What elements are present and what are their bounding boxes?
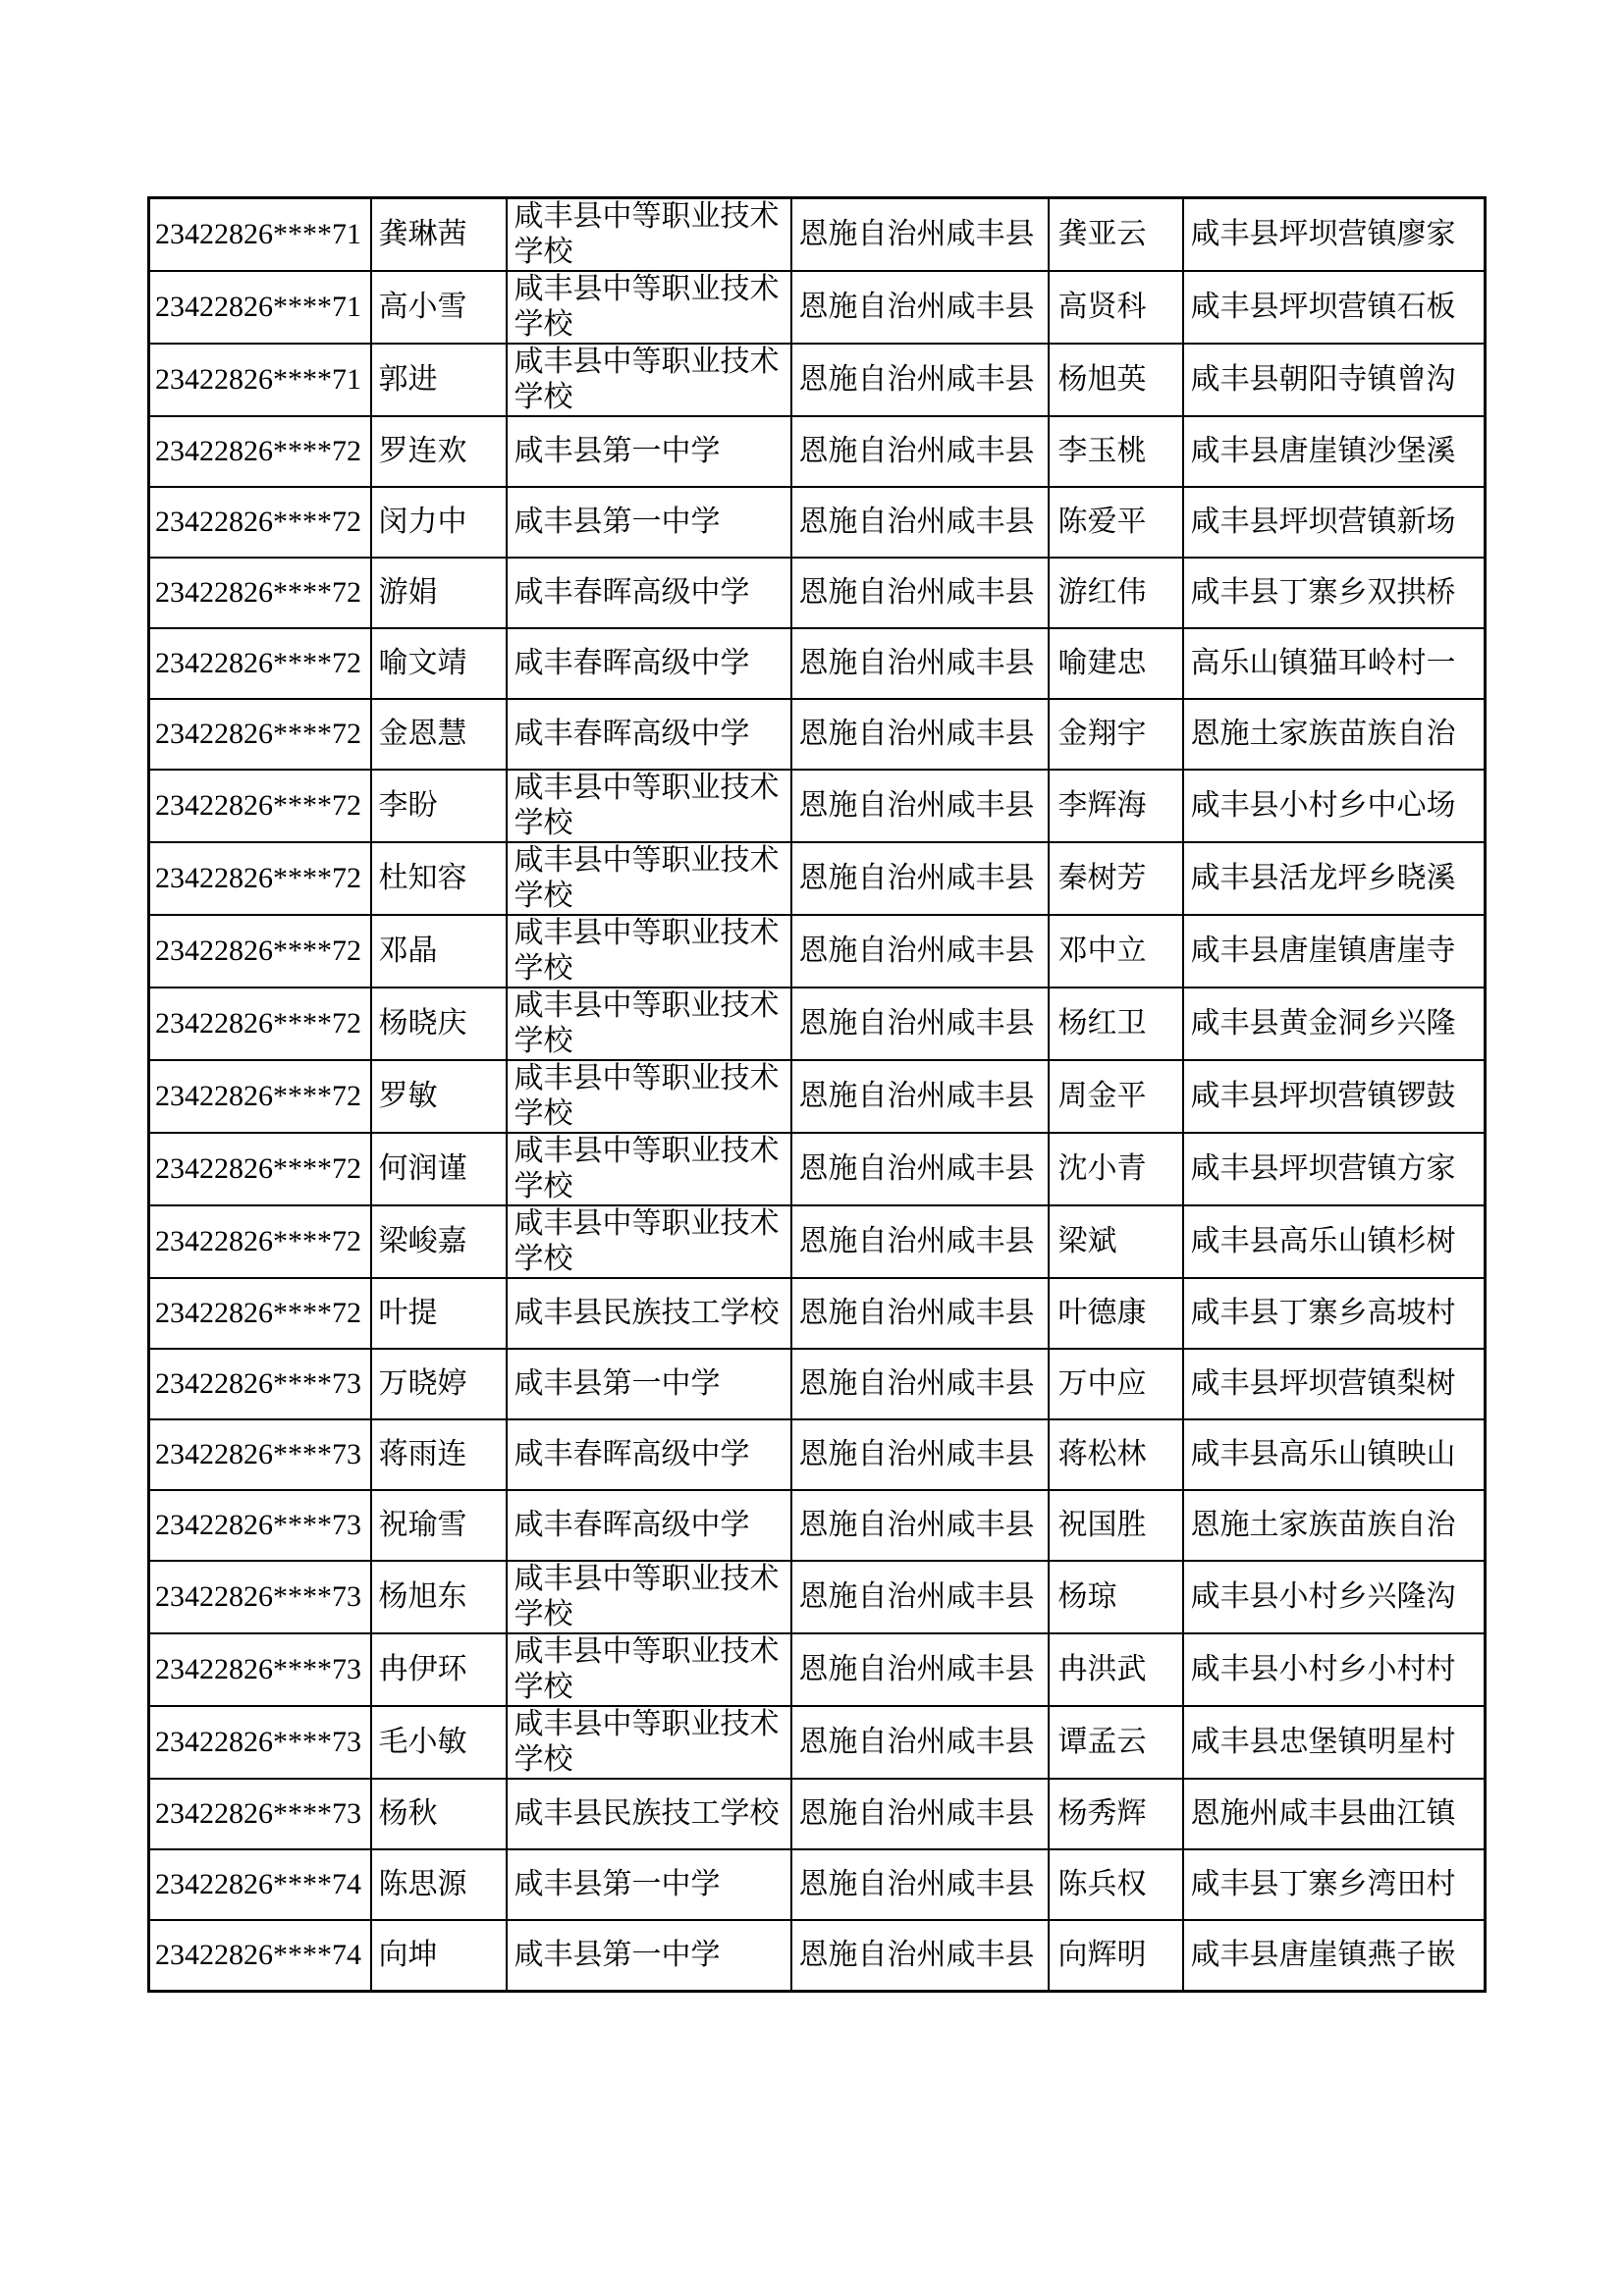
address-cell: 咸丰县坪坝营镇新场 — [1183, 487, 1486, 558]
region-cell: 恩施自治州咸丰县 — [791, 271, 1049, 344]
school-cell: 咸丰县中等职业技术学校 — [507, 842, 791, 915]
roster-table-body — [149, 198, 1486, 1992]
student-id-cell: 23422826****72 — [149, 416, 371, 487]
student-name-cell: 郭进 — [371, 344, 507, 416]
student-id-cell: 23422826****72 — [149, 628, 371, 699]
table-row — [149, 416, 1486, 487]
school-cell: 咸丰县民族技工学校 — [507, 1779, 791, 1849]
student-id-cell: 23422826****72 — [149, 842, 371, 915]
table-row — [149, 988, 1486, 1060]
student-name-cell: 梁峻嘉 — [371, 1205, 507, 1278]
address-cell: 咸丰县唐崖镇燕子嵌 — [1183, 1920, 1486, 1991]
address-cell: 高乐山镇猫耳岭村一 — [1183, 628, 1486, 699]
student-id-cell: 23422826****73 — [149, 1349, 371, 1419]
region-cell: 恩施自治州咸丰县 — [791, 416, 1049, 487]
student-name-cell: 杨晓庆 — [371, 988, 507, 1060]
guardian-name-cell: 陈兵权 — [1049, 1849, 1183, 1920]
region-cell: 恩施自治州咸丰县 — [791, 558, 1049, 628]
student-id-cell: 23422826****71 — [149, 344, 371, 416]
student-name-cell: 李盼 — [371, 770, 507, 842]
guardian-name-cell: 秦树芳 — [1049, 842, 1183, 915]
region-cell: 恩施自治州咸丰县 — [791, 699, 1049, 770]
region-cell: 恩施自治州咸丰县 — [791, 1278, 1049, 1349]
school-cell: 咸丰县第一中学 — [507, 1849, 791, 1920]
table-row — [149, 1779, 1486, 1849]
guardian-name-cell: 杨红卫 — [1049, 988, 1183, 1060]
region-cell: 恩施自治州咸丰县 — [791, 628, 1049, 699]
school-cell: 咸丰县第一中学 — [507, 416, 791, 487]
school-cell: 咸丰县中等职业技术学校 — [507, 1633, 791, 1706]
school-cell: 咸丰县中等职业技术学校 — [507, 1205, 791, 1278]
student-name-cell: 龚琳茜 — [371, 198, 507, 272]
address-cell: 咸丰县唐崖镇唐崖寺 — [1183, 915, 1486, 988]
student-id-cell: 23422826****74 — [149, 1849, 371, 1920]
school-cell: 咸丰县中等职业技术学校 — [507, 271, 791, 344]
region-cell: 恩施自治州咸丰县 — [791, 1349, 1049, 1419]
student-id-cell: 23422826****72 — [149, 770, 371, 842]
table-row — [149, 770, 1486, 842]
address-cell: 咸丰县高乐山镇映山 — [1183, 1419, 1486, 1490]
guardian-name-cell: 沈小青 — [1049, 1133, 1183, 1205]
guardian-name-cell: 杨旭英 — [1049, 344, 1183, 416]
table-row — [149, 487, 1486, 558]
guardian-name-cell: 李玉桃 — [1049, 416, 1183, 487]
address-cell: 咸丰县坪坝营镇石板 — [1183, 271, 1486, 344]
student-id-cell: 23422826****72 — [149, 1060, 371, 1133]
region-cell: 恩施自治州咸丰县 — [791, 915, 1049, 988]
table-row — [149, 628, 1486, 699]
student-id-cell: 23422826****71 — [149, 271, 371, 344]
school-cell: 咸丰春晖高级中学 — [507, 628, 791, 699]
address-cell: 咸丰县丁寨乡高坡村 — [1183, 1278, 1486, 1349]
guardian-name-cell: 祝国胜 — [1049, 1490, 1183, 1561]
student-name-cell: 何润谨 — [371, 1133, 507, 1205]
region-cell: 恩施自治州咸丰县 — [791, 1706, 1049, 1779]
student-name-cell: 陈思源 — [371, 1849, 507, 1920]
school-cell: 咸丰春晖高级中学 — [507, 699, 791, 770]
student-name-cell: 邓晶 — [371, 915, 507, 988]
student-name-cell: 万晓婷 — [371, 1349, 507, 1419]
address-cell: 咸丰县小村乡小村村 — [1183, 1633, 1486, 1706]
student-name-cell: 罗敏 — [371, 1060, 507, 1133]
guardian-name-cell: 梁斌 — [1049, 1205, 1183, 1278]
school-cell: 咸丰县中等职业技术学校 — [507, 1133, 791, 1205]
table-row — [149, 271, 1486, 344]
school-cell: 咸丰春晖高级中学 — [507, 1490, 791, 1561]
region-cell: 恩施自治州咸丰县 — [791, 1419, 1049, 1490]
table-row — [149, 1490, 1486, 1561]
table-row — [149, 915, 1486, 988]
student-name-cell: 冉伊环 — [371, 1633, 507, 1706]
guardian-name-cell: 游红伟 — [1049, 558, 1183, 628]
roster-table — [147, 196, 1487, 1993]
address-cell: 咸丰县活龙坪乡晓溪 — [1183, 842, 1486, 915]
student-name-cell: 蒋雨连 — [371, 1419, 507, 1490]
school-cell: 咸丰县中等职业技术学校 — [507, 1706, 791, 1779]
student-id-cell: 23422826****73 — [149, 1490, 371, 1561]
address-cell: 恩施土家族苗族自治 — [1183, 699, 1486, 770]
school-cell: 咸丰县中等职业技术学校 — [507, 1060, 791, 1133]
guardian-name-cell: 谭孟云 — [1049, 1706, 1183, 1779]
student-id-cell: 23422826****72 — [149, 1205, 371, 1278]
region-cell: 恩施自治州咸丰县 — [791, 344, 1049, 416]
table-row — [149, 1133, 1486, 1205]
student-name-cell: 金恩慧 — [371, 699, 507, 770]
address-cell: 咸丰县坪坝营镇廖家 — [1183, 198, 1486, 272]
student-name-cell: 杨旭东 — [371, 1561, 507, 1633]
table-row — [149, 1278, 1486, 1349]
table-row — [149, 558, 1486, 628]
table-row — [149, 1561, 1486, 1633]
region-cell: 恩施自治州咸丰县 — [791, 770, 1049, 842]
guardian-name-cell: 喻建忠 — [1049, 628, 1183, 699]
region-cell: 恩施自治州咸丰县 — [791, 988, 1049, 1060]
student-name-cell: 杜知容 — [371, 842, 507, 915]
table-row — [149, 1706, 1486, 1779]
table-row — [149, 1920, 1486, 1991]
school-cell: 咸丰县第一中学 — [507, 1349, 791, 1419]
school-cell: 咸丰县第一中学 — [507, 1920, 791, 1991]
address-cell: 咸丰县坪坝营镇方家 — [1183, 1133, 1486, 1205]
guardian-name-cell: 龚亚云 — [1049, 198, 1183, 272]
region-cell: 恩施自治州咸丰县 — [791, 1490, 1049, 1561]
region-cell: 恩施自治州咸丰县 — [791, 1205, 1049, 1278]
guardian-name-cell: 杨秀辉 — [1049, 1779, 1183, 1849]
school-cell: 咸丰县中等职业技术学校 — [507, 770, 791, 842]
student-id-cell: 23422826****72 — [149, 988, 371, 1060]
table-row — [149, 1349, 1486, 1419]
guardian-name-cell: 万中应 — [1049, 1349, 1183, 1419]
region-cell: 恩施自治州咸丰县 — [791, 1779, 1049, 1849]
student-id-cell: 23422826****72 — [149, 699, 371, 770]
guardian-name-cell: 陈爱平 — [1049, 487, 1183, 558]
school-cell: 咸丰县中等职业技术学校 — [507, 198, 791, 272]
address-cell: 咸丰县小村乡兴隆沟 — [1183, 1561, 1486, 1633]
address-cell: 咸丰县黄金洞乡兴隆 — [1183, 988, 1486, 1060]
table-row — [149, 344, 1486, 416]
region-cell: 恩施自治州咸丰县 — [791, 1920, 1049, 1991]
region-cell: 恩施自治州咸丰县 — [791, 487, 1049, 558]
guardian-name-cell: 邓中立 — [1049, 915, 1183, 988]
table-row — [149, 1205, 1486, 1278]
region-cell: 恩施自治州咸丰县 — [791, 842, 1049, 915]
region-cell: 恩施自治州咸丰县 — [791, 1060, 1049, 1133]
student-id-cell: 23422826****72 — [149, 1133, 371, 1205]
school-cell: 咸丰县第一中学 — [507, 487, 791, 558]
address-cell: 咸丰县小村乡中心场 — [1183, 770, 1486, 842]
student-id-cell: 23422826****71 — [149, 198, 371, 272]
student-name-cell: 高小雪 — [371, 271, 507, 344]
region-cell: 恩施自治州咸丰县 — [791, 1561, 1049, 1633]
table-row — [149, 699, 1486, 770]
student-name-cell: 喻文靖 — [371, 628, 507, 699]
student-name-cell: 杨秋 — [371, 1779, 507, 1849]
address-cell: 咸丰县忠堡镇明星村 — [1183, 1706, 1486, 1779]
school-cell: 咸丰县中等职业技术学校 — [507, 988, 791, 1060]
student-id-cell: 23422826****72 — [149, 1278, 371, 1349]
address-cell: 恩施州咸丰县曲江镇 — [1183, 1779, 1486, 1849]
school-cell: 咸丰春晖高级中学 — [507, 558, 791, 628]
school-cell: 咸丰县中等职业技术学校 — [507, 915, 791, 988]
student-name-cell: 毛小敏 — [371, 1706, 507, 1779]
region-cell: 恩施自治州咸丰县 — [791, 1633, 1049, 1706]
student-name-cell: 向坤 — [371, 1920, 507, 1991]
school-cell: 咸丰县民族技工学校 — [507, 1278, 791, 1349]
school-cell: 咸丰县中等职业技术学校 — [507, 344, 791, 416]
address-cell: 咸丰县丁寨乡双拱桥 — [1183, 558, 1486, 628]
guardian-name-cell: 高贤科 — [1049, 271, 1183, 344]
address-cell: 咸丰县朝阳寺镇曾沟 — [1183, 344, 1486, 416]
guardian-name-cell: 叶德康 — [1049, 1278, 1183, 1349]
student-id-cell: 23422826****73 — [149, 1779, 371, 1849]
table-row — [149, 1060, 1486, 1133]
table-row — [149, 1633, 1486, 1706]
table-row — [149, 842, 1486, 915]
guardian-name-cell: 金翔宇 — [1049, 699, 1183, 770]
guardian-name-cell: 向辉明 — [1049, 1920, 1183, 1991]
guardian-name-cell: 冉洪武 — [1049, 1633, 1183, 1706]
region-cell: 恩施自治州咸丰县 — [791, 1849, 1049, 1920]
school-cell: 咸丰春晖高级中学 — [507, 1419, 791, 1490]
guardian-name-cell: 杨琼 — [1049, 1561, 1183, 1633]
guardian-name-cell: 李辉海 — [1049, 770, 1183, 842]
guardian-name-cell: 周金平 — [1049, 1060, 1183, 1133]
table-row — [149, 1849, 1486, 1920]
student-name-cell: 祝瑜雪 — [371, 1490, 507, 1561]
student-id-cell: 23422826****73 — [149, 1633, 371, 1706]
guardian-name-cell: 蒋松林 — [1049, 1419, 1183, 1490]
address-cell: 咸丰县唐崖镇沙堡溪 — [1183, 416, 1486, 487]
table-row — [149, 198, 1486, 272]
student-id-cell: 23422826****73 — [149, 1419, 371, 1490]
address-cell: 咸丰县高乐山镇杉树 — [1183, 1205, 1486, 1278]
student-name-cell: 叶提 — [371, 1278, 507, 1349]
student-id-cell: 23422826****72 — [149, 487, 371, 558]
student-id-cell: 23422826****73 — [149, 1706, 371, 1779]
student-name-cell: 闵力中 — [371, 487, 507, 558]
address-cell: 咸丰县丁寨乡湾田村 — [1183, 1849, 1486, 1920]
address-cell: 咸丰县坪坝营镇锣鼓 — [1183, 1060, 1486, 1133]
student-name-cell: 罗连欢 — [371, 416, 507, 487]
student-id-cell: 23422826****72 — [149, 915, 371, 988]
student-id-cell: 23422826****73 — [149, 1561, 371, 1633]
school-cell: 咸丰县中等职业技术学校 — [507, 1561, 791, 1633]
region-cell: 恩施自治州咸丰县 — [791, 198, 1049, 272]
table-row — [149, 1419, 1486, 1490]
student-id-cell: 23422826****72 — [149, 558, 371, 628]
student-id-cell: 23422826****74 — [149, 1920, 371, 1991]
region-cell: 恩施自治州咸丰县 — [791, 1133, 1049, 1205]
address-cell: 咸丰县坪坝营镇梨树 — [1183, 1349, 1486, 1419]
student-name-cell: 游娟 — [371, 558, 507, 628]
address-cell: 恩施土家族苗族自治 — [1183, 1490, 1486, 1561]
